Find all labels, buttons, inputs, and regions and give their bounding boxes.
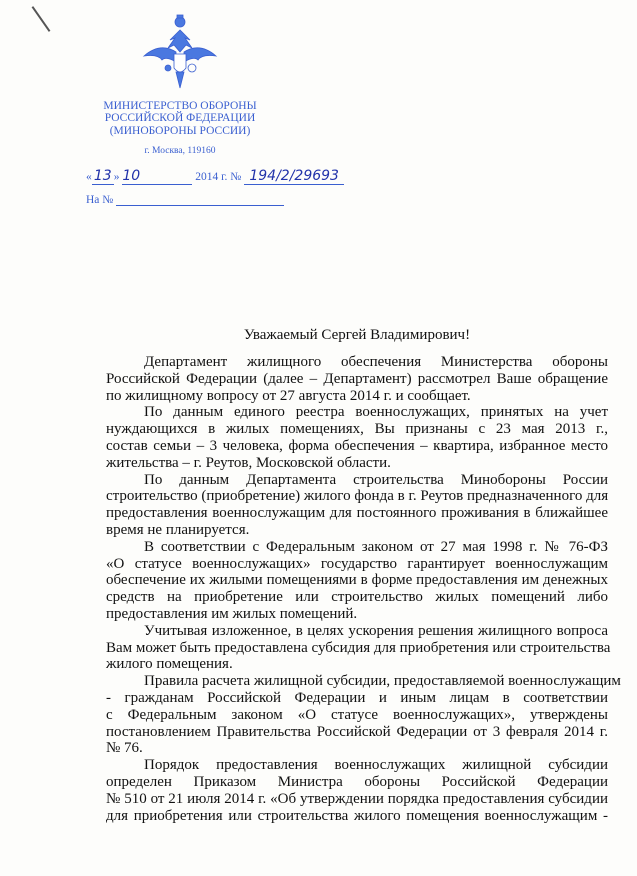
paragraph-line: для приобретения или строительства жилого помещения военнослужащим -: [106, 807, 608, 824]
double-headed-eagle-emblem-icon: [140, 12, 220, 92]
paragraph-line: время не планируется.: [106, 521, 250, 538]
paragraph-line: По данным Департамента строительства Минобороны России: [144, 471, 608, 488]
scan-mark: [32, 6, 51, 32]
paragraph-line: В соответствии с Федеральным законом от 27 мая 1998 г. № 76-ФЗ: [144, 538, 608, 555]
greeting: Уважаемый Сергей Владимирович!: [243, 327, 471, 343]
paragraph-line: жительства – г. Реутов, Московской области.: [106, 454, 391, 471]
paragraph: [106, 404, 608, 471]
paragraph-line: - гражданам Российской Федерации и иным лицам в соответствии: [106, 689, 608, 706]
paragraph-line: нуждающихся в жилых помещениях, Вы признаны с 23 мая 2013 г.,: [106, 421, 608, 438]
reply-to-blank: [116, 193, 284, 206]
paragraph: [106, 472, 608, 539]
date-day: 13: [92, 168, 114, 185]
reply-to-line: [86, 193, 284, 206]
paragraph-line: жилого помещения.: [106, 656, 233, 673]
ministry-line: РОССИЙСКОЙ ФЕДЕРАЦИИ: [104, 112, 256, 125]
paragraph-line: состав семьи – 3 человека, форма обеспечения – квартира, избранное место: [106, 437, 608, 454]
outgoing-number: 194/2/29693: [244, 168, 344, 185]
paragraph-line: № 510 от 21 июля 2014 г. «Об утверждении порядка предоставления субсидии: [106, 790, 608, 807]
paragraph: [106, 622, 611, 673]
paragraph-line: средств на приобретение или строительство жилых помещений либо: [106, 589, 608, 606]
paragraph-line: Департамент жилищного обеспечения Министерства обороны: [144, 354, 608, 370]
paragraph-line: Порядок предоставления военнослужащих жилищной субсидии: [144, 757, 608, 774]
date-line: « 13 » 10 2014 г. № 194/2/29693: [86, 168, 344, 185]
reply-to-label: На №: [86, 194, 114, 206]
paragraph-line: Российской Федерации (далее – Департамент) рассмотрел Ваше обращение: [106, 370, 608, 387]
ministry-line: (МИНОБОРОНЫ РОССИИ): [109, 124, 251, 137]
date-year: 2014 г. №: [195, 171, 242, 183]
paragraph-line: постановлением Правительства Российской Федерации от 3 февраля 2014 г.: [106, 723, 608, 740]
paragraph-line: предоставления военнослужащим для постоянного проживания в ближайшее: [106, 505, 608, 522]
letter-body: [106, 354, 621, 824]
paragraph-line: определен Приказом Министра обороны Российской Федерации: [106, 773, 608, 790]
paragraph-line: обеспечение их жилыми помещениями в форме предоставления им денежных: [106, 572, 608, 589]
paragraph: [106, 539, 608, 623]
paragraph: [106, 673, 621, 757]
paragraph-line: Правила расчета жилищной субсидии, предоставляемой военнослужащим: [144, 673, 621, 690]
paragraph-line: № 76.: [106, 740, 143, 757]
ministry-name: [80, 100, 280, 137]
paragraph-line: строительство (приобретение) жилого фонда в г. Реутов предназначенного для: [106, 488, 609, 505]
paragraph-line: «О статусе военнослужащих» государство гарантирует военнослужащим: [106, 555, 608, 572]
paragraph-line: с Федеральным законом «О статусе военнослужащих», утверждены: [106, 706, 608, 723]
paragraph: [106, 354, 608, 404]
paragraph-line: предоставления им жилых помещений.: [106, 605, 358, 622]
paragraph: [106, 757, 608, 824]
paragraph-line: По данным единого реестра военнослужащих, принятых на учет: [144, 404, 608, 421]
ministry-line: МИНИСТЕРСТВО ОБОРОНЫ: [103, 100, 257, 112]
paragraph-line: Вам может быть предоставлена субсидия для приобретения или строительства: [106, 639, 611, 656]
city-address: г. Москва, 119160: [144, 146, 216, 156]
paragraph-line: по жилищному вопросу от 27 августа 2014 г. и сообщает.: [106, 387, 471, 404]
date-month: 10: [122, 168, 192, 185]
paragraph-line: Учитывая изложенное, в целях ускорения решения жилищного вопроса: [144, 622, 608, 639]
